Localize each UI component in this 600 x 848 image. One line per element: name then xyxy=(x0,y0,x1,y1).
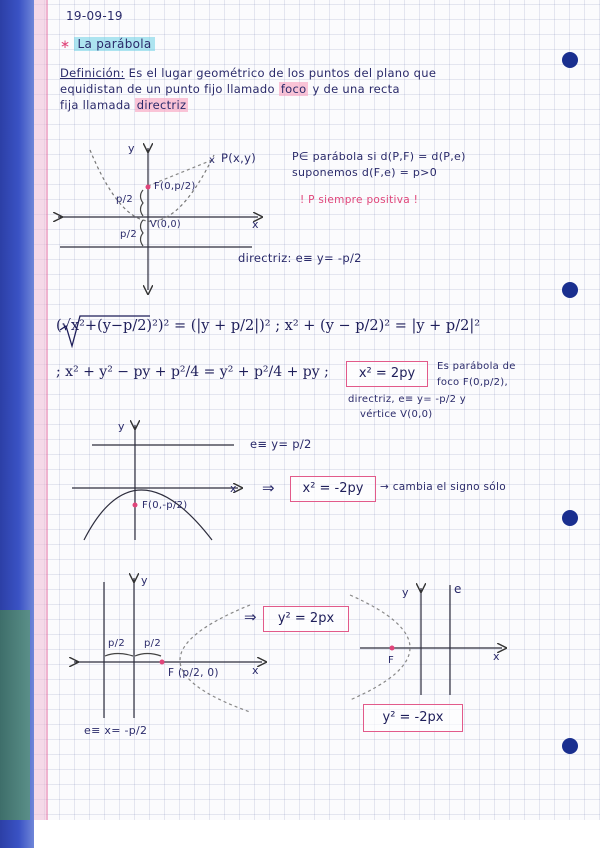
graph-4 xyxy=(350,585,502,700)
page-date: 19-09-19 xyxy=(66,9,123,23)
brace-right xyxy=(135,654,161,657)
definition-line-1: Definición: Es el lugar geométrico de los puntos del plano que xyxy=(60,66,437,80)
directrix-label: directriz: e≡ y= -p/2 xyxy=(238,251,362,265)
point-marker-icon: x xyxy=(209,155,215,166)
result-note: directriz, e≡ y= -p/2 y xyxy=(348,394,466,405)
focus-dot xyxy=(160,660,165,665)
focus-label: F(0,-p/2) xyxy=(142,500,188,511)
result-box-y2-neg2px: y² = -2px xyxy=(363,704,463,732)
half-distance-label: p/2 xyxy=(144,638,161,649)
result-box-y2-2px: y² = 2px xyxy=(263,606,349,632)
x-axis-label: x xyxy=(230,482,237,495)
assumption-note: suponemos d(F,e) = p>0 xyxy=(292,166,437,179)
result-note: Es parábola de xyxy=(437,361,516,372)
result-note: foco F(0,p/2), xyxy=(437,377,508,388)
focus-dot xyxy=(390,646,395,651)
parabola-curve xyxy=(84,490,212,540)
focus-label: F(0,p/2) xyxy=(154,181,196,192)
brace-up xyxy=(141,190,144,216)
warning-note: ! P siempre positiva ! xyxy=(300,194,419,206)
y-axis-label: y xyxy=(402,586,409,599)
result-note: vértice V(0,0) xyxy=(360,409,433,420)
sign-change-note: → cambia el signo sólo xyxy=(380,481,506,493)
half-distance-label: p/2 xyxy=(108,638,125,649)
focus-label: F (p/2, 0) xyxy=(168,667,219,679)
page-title: ∗ La parábola xyxy=(60,37,155,51)
vertex-label: V(0,0) xyxy=(150,219,181,230)
parabola-curve xyxy=(180,605,250,712)
graph-3 xyxy=(74,578,262,718)
x-axis-label: x xyxy=(252,664,259,677)
point-p-label: P(x,y) xyxy=(221,151,256,165)
equation-line-2: ; x² + y² − py + p²/4 = y² + p²/4 + py ; xyxy=(56,364,329,380)
definition-line-3: fija llamada directriz xyxy=(60,98,187,112)
directrix-label: e≡ x= -p/2 xyxy=(84,724,148,737)
focus-dot xyxy=(146,185,151,190)
definition-line-2: equidistan de un punto fijo llamado foco y de una recta xyxy=(60,82,400,96)
half-distance-label: p/2 xyxy=(120,229,137,240)
brace-left xyxy=(105,654,133,657)
graph-2 xyxy=(72,425,238,540)
half-distance-label: p/2 xyxy=(116,194,133,205)
implies-arrow-icon: ⇒ xyxy=(244,608,257,626)
y-axis-label: y xyxy=(118,420,125,433)
star-icon: ∗ xyxy=(60,37,71,51)
result-box-x2-neg2py: x² = -2py xyxy=(290,476,376,502)
condition-note: P∈ parábola si d(P,F) = d(P,e) xyxy=(292,150,466,163)
x-axis-label: x xyxy=(493,650,500,663)
y-axis-label: y xyxy=(128,142,135,155)
directrix-label: e≡ y= p/2 xyxy=(250,437,312,451)
equation-line-1: (√x²+(y−p/2)²)² = (|y + p/2|)² ; x² + (y − p/2)² = |y + p/2|² xyxy=(56,318,481,334)
result-box-x2-2py: x² = 2py xyxy=(346,361,428,387)
focus-dot xyxy=(133,503,138,508)
x-axis-label: x xyxy=(252,218,259,231)
directrix-label: e xyxy=(454,582,462,596)
brace-down xyxy=(141,220,144,246)
focus-label: F xyxy=(388,655,395,666)
implies-arrow-icon: ⇒ xyxy=(262,479,275,497)
y-axis-label: y xyxy=(141,574,148,587)
